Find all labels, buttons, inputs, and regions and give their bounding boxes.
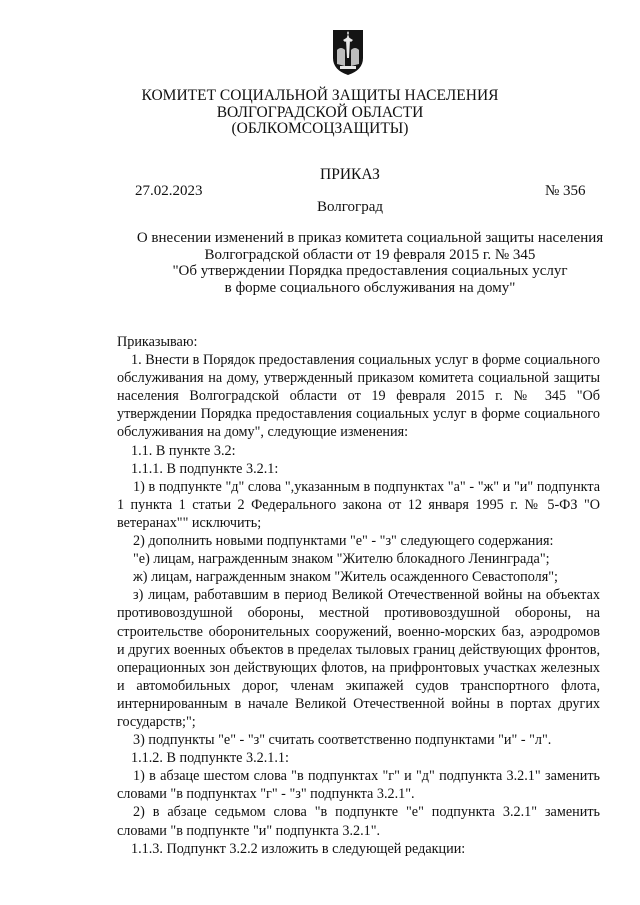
- org-line-1: КОМИТЕТ СОЦИАЛЬНОЙ ЗАЩИТЫ НАСЕЛЕНИЯ: [141, 87, 499, 104]
- subject-line-2: Волгоградской области от 19 февраля 2015 г. № 345: [204, 246, 536, 263]
- subject-line-4: в форме социального обслуживания на дому": [224, 279, 516, 296]
- item-e: "е) лицам, награжденным знаком "Жителю блокадного Ленинграда";: [133, 551, 550, 568]
- paragraph-1-1-1: 1.1.1. В подпункте 3.2.1:: [131, 460, 279, 477]
- subject-line-1: О внесении изменений в приказ комитета социальной защиты населения: [136, 230, 604, 246]
- paragraph-1-1: 1.1. В пункте 3.2:: [131, 442, 236, 459]
- org-line-2: ВОЛГОГРАДСКОЙ ОБЛАСТИ: [216, 103, 424, 121]
- order-intro: Приказываю:: [117, 334, 198, 350]
- subject-line-3: "Об утверждении Порядка предоставления социальных услуг: [172, 263, 568, 279]
- org-line-3: (ОБЛКОМСОЦЗАЩИТЫ): [231, 120, 409, 137]
- paragraph-1: 1. Внести в Порядок предоставления социальных услуг в форме социального обслуживания на дому, утвержденный приказом комитета социальной защиты населения Волгоградской области от 19 февраля 2015 г. № 345 "Об утверждении Порядка предоставления социальных услуг в форме социального обслуживания на дому", следующие изменения:: [117, 352, 600, 441]
- subparagraph-1: 1) в подпункте "д" слова ",указанным в подпунктах "а" - "ж" и "и" подпункта 1 пункта 1 статьи 2 Федерального закона от 12 января 1995 г. № 5-ФЗ "О ветеранах"" исключить;: [117, 478, 600, 531]
- document-subject: [120, 230, 620, 296]
- item-zh: ж) лицам, награжденным знаком "Житель осажденного Севастополя";: [133, 569, 558, 586]
- paragraph-1-1-2: 1.1.2. В подпункте 3.2.1.1:: [131, 750, 289, 767]
- document-number: № 356: [545, 183, 586, 199]
- subparagraph-2-abzac-7: 2) в абзаце седьмом слова "в подпункте "е" подпункта 3.2.1" заменить словами "в подпункте "и" подпункта 3.2.1".: [117, 804, 600, 839]
- subparagraph-2: 2) дополнить новыми подпунктами "е" - "з" следующего содержания:: [133, 533, 554, 550]
- document-city: Волгоград: [316, 199, 383, 215]
- coat-of-arms-emblem: [331, 28, 365, 76]
- document-body: [117, 333, 600, 858]
- document-date: 27.02.2023: [135, 183, 203, 199]
- subparagraph-3: 3) подпункты "е" - "з" считать соответственно подпунктами "и" - "л".: [133, 732, 552, 749]
- organization-name: [0, 88, 640, 138]
- paragraph-1-1-3: 1.1.3. Подпункт 3.2.2 изложить в следующей редакции:: [131, 840, 466, 857]
- document-type: ПРИКАЗ: [320, 166, 380, 183]
- item-z: з) лицам, работавшим в период Великой Отечественной войны на объектах противовоздушной обороны, местной противовоздушной обороны, на строительстве оборонительных сооружений, военно-морских баз, аэродромов и других военных объектов в пределах тыловых границ действующих фронтов, операционных зон действующих флотов, на прифронтовых участках железных и автомобильных дорог, членам экипажей судов транспортного флота, интернированным в начале Великой Отечественной войны в портах других государств;";: [117, 587, 600, 730]
- subparagraph-1-abzac-6: 1) в абзаце шестом слова "в подпунктах "г" и "д" подпункта 3.2.1" заменить словами "в подпунктах "г" - "з" подпункта 3.2.1".: [117, 768, 600, 803]
